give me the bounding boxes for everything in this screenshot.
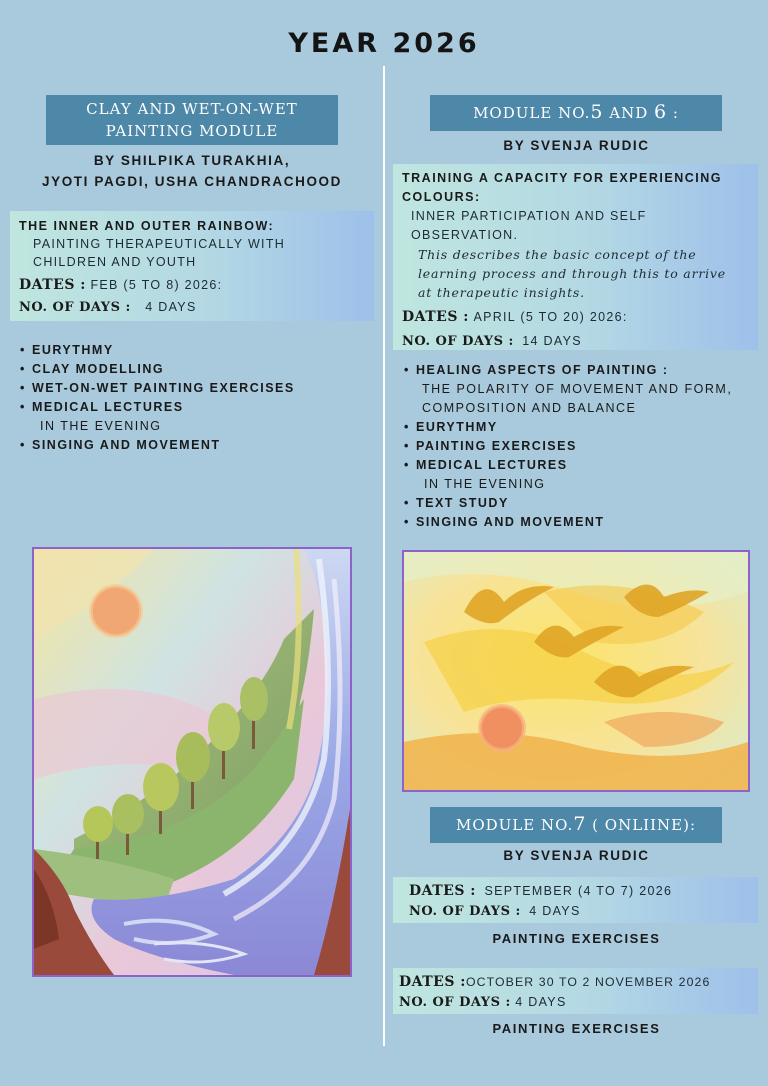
list-item-continuation: COMPOSITION AND BALANCE: [422, 401, 637, 415]
description-line-2: learning process and through this to arrive: [418, 266, 726, 281]
list-item: • EURYTHMY: [20, 343, 114, 357]
days-row: [409, 901, 752, 921]
days-value: 4 DAYS: [515, 995, 567, 1009]
box-heading-1: TRAINING A CAPACITY FOR EXPERIENCING: [402, 171, 722, 185]
box-sub-2: CHILDREN AND YOUTH: [33, 255, 197, 269]
box-sub-2: OBSERVATION.: [411, 228, 519, 242]
list-item: • WET-ON-WET PAINTING EXERCISES: [20, 381, 295, 395]
module-7-author: BY SVENJA RUDIC: [503, 848, 650, 863]
days-label: NO. OF DAYS :: [19, 300, 131, 315]
module-7-info-box-1: [393, 877, 758, 923]
days-row: [19, 297, 366, 318]
days-label: NO. OF DAYS :: [399, 995, 511, 1010]
list-item: • SINGING AND MOVEMENT: [20, 438, 221, 452]
banner-line-1: CLAY AND WET-ON-WET: [86, 100, 298, 118]
list-item-continuation: THE POLARITY OF MOVEMENT AND FORM,: [422, 382, 733, 396]
description-line-1: This describes the basic concept of the: [418, 247, 697, 262]
dates-label: DATES :: [399, 974, 466, 990]
left-authors: [0, 150, 384, 192]
days-row: [399, 992, 752, 1012]
list-item-continuation: IN THE EVENING: [40, 419, 162, 433]
dates-row: [19, 275, 366, 295]
dates-value: FEB (5 TO 8) 2026:: [90, 278, 223, 292]
dates-row: [409, 881, 752, 901]
box-sub-1: PAINTING THERAPEUTICALLY WITH: [33, 237, 286, 251]
dates-value: SEPTEMBER (4 TO 7) 2026: [484, 884, 673, 898]
waterfall-painting: [32, 547, 352, 977]
column-divider: [383, 66, 385, 1046]
left-activities-list: [20, 341, 370, 455]
module-5-6-activities-list: [404, 361, 764, 532]
module-7-activity-1: PAINTING EXERCISES: [492, 931, 661, 946]
description-line-3: at therapeutic insights.: [418, 285, 585, 300]
list-item: • HEALING ASPECTS OF PAINTING :: [404, 363, 669, 377]
dates-label: DATES :: [409, 883, 476, 899]
days-row: [402, 330, 752, 353]
days-value: 4 DAYS: [529, 904, 581, 918]
list-item-continuation: IN THE EVENING: [424, 477, 546, 491]
box-heading: THE INNER AND OUTER RAINBOW:: [19, 219, 275, 233]
left-module-banner: [46, 95, 338, 145]
days-label: NO. OF DAYS :: [402, 334, 514, 349]
days-label: NO. OF DAYS :: [409, 904, 521, 919]
list-item: • MEDICAL LECTURES: [404, 458, 568, 472]
authors-line-1: BY SHILPIKA TURAKHIA,: [93, 153, 291, 168]
box-heading-2: COLOURS:: [402, 190, 481, 204]
dates-label: DATES :: [19, 277, 86, 293]
list-item: • EURYTHMY: [404, 420, 498, 434]
dates-label: DATES :: [402, 309, 469, 325]
left-info-box: [10, 211, 374, 321]
module-5-6-banner: MODULE NO.5 AND 6 :: [430, 95, 722, 131]
birds-sun-painting: [402, 550, 750, 792]
list-item: • MEDICAL LECTURES: [20, 400, 184, 414]
dates-value: OCTOBER 30 TO 2 NOVEMBER 2026: [465, 975, 711, 989]
module-7-banner: MODULE NO.7 ( ONLIINE):: [430, 807, 722, 843]
banner-line-2: PAINTING MODULE: [105, 122, 279, 140]
module-5-6-author: BY SVENJA RUDIC: [503, 138, 650, 153]
list-item: • CLAY MODELLING: [20, 362, 165, 376]
days-value: 14 DAYS: [522, 334, 582, 348]
dates-row: [399, 972, 752, 992]
page-title: YEAR 2026: [288, 28, 480, 59]
list-item: • SINGING AND MOVEMENT: [404, 515, 605, 529]
dates-row: [402, 306, 752, 328]
list-item: • PAINTING EXERCISES: [404, 439, 577, 453]
authors-line-2: JYOTI PAGDI, USHA CHANDRACHOOD: [41, 174, 342, 189]
module-7-activity-2: PAINTING EXERCISES: [492, 1021, 661, 1036]
module-5-6-info-box: [393, 164, 758, 350]
box-sub-1: INNER PARTICIPATION AND SELF: [411, 209, 647, 223]
module-7-info-box-2: [393, 968, 758, 1014]
days-value: 4 DAYS: [145, 300, 197, 314]
dates-value: APRIL (5 TO 20) 2026:: [473, 310, 628, 324]
list-item: • TEXT STUDY: [404, 496, 509, 510]
